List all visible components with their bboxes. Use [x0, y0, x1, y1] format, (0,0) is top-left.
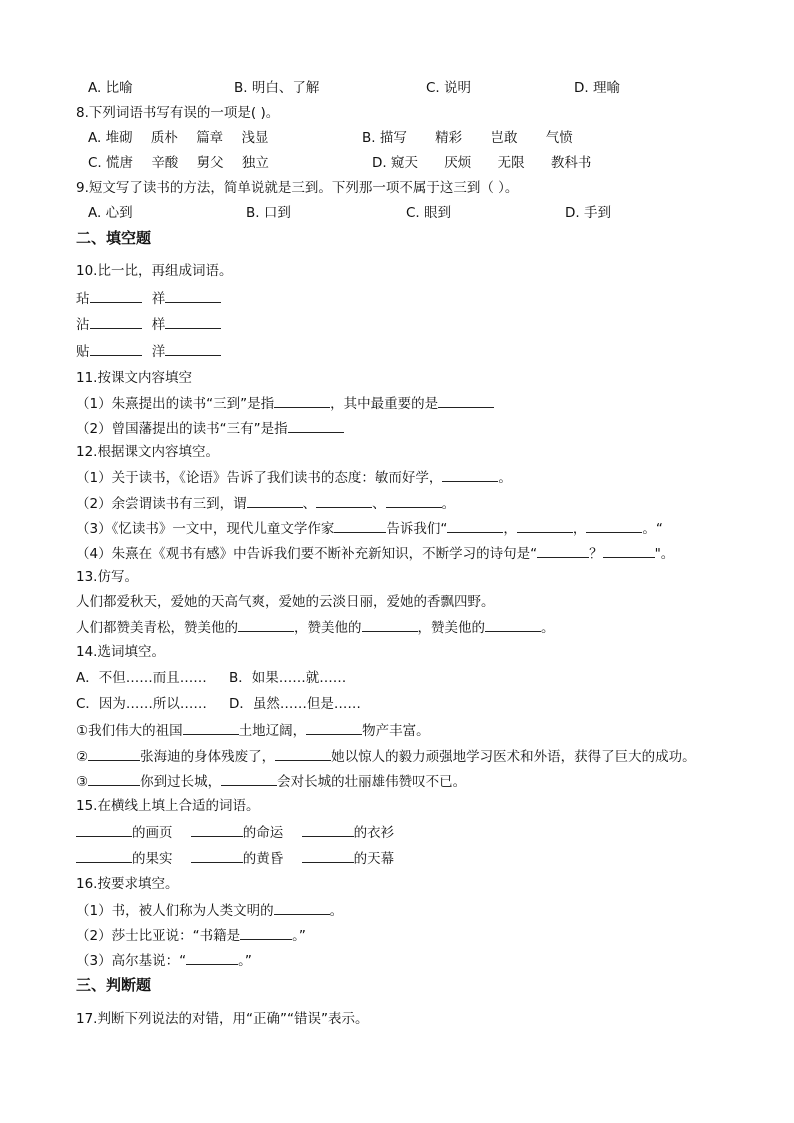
q8-a-label: A. 堆砌	[88, 130, 133, 146]
q12-text: ？	[589, 546, 603, 562]
q10-char: 玷	[76, 291, 90, 307]
q12-stem: 12.根据课文内容填空。	[76, 444, 219, 460]
q10-row	[76, 315, 221, 334]
q11-text: ，其中最重要的是	[330, 396, 439, 412]
q12-line-1	[76, 468, 512, 487]
q14-stem: 14.选词填空。	[76, 644, 165, 660]
q15-row-1	[76, 823, 394, 842]
q9-option-a: A. 心到	[88, 205, 133, 221]
answer-blank[interactable]	[165, 315, 221, 329]
q8-d-word: 无限	[497, 155, 525, 171]
q8-b-word: 气愤	[545, 130, 573, 146]
answer-blank[interactable]	[90, 315, 142, 329]
answer-blank[interactable]	[88, 747, 140, 761]
answer-blank[interactable]	[186, 951, 238, 965]
q15-text: 的黄昏	[242, 851, 284, 867]
answer-blank[interactable]	[302, 849, 354, 863]
answer-blank[interactable]	[90, 289, 142, 303]
answer-blank[interactable]	[221, 772, 277, 786]
q8-d-word: 教科书	[550, 155, 592, 171]
q14-text: 你到过长城，	[140, 774, 222, 790]
answer-blank[interactable]	[274, 901, 330, 915]
q14-option-b: B．如果……就……	[229, 670, 347, 686]
answer-blank[interactable]	[76, 823, 132, 837]
q12-text: ，	[503, 521, 517, 537]
answer-blank[interactable]	[191, 849, 243, 863]
q15-row-2	[76, 849, 394, 868]
q13-line	[76, 618, 555, 637]
q16-line-2	[76, 926, 306, 945]
q11-line-1	[76, 394, 494, 413]
q16-text: 。”	[292, 928, 306, 944]
q16-line-1	[76, 901, 343, 920]
q8-b-word: 精彩	[435, 130, 463, 146]
q12-text: （1）关于读书，《论语》告诉了我们读书的态度：敏而好学，	[76, 470, 443, 486]
answer-blank[interactable]	[76, 849, 132, 863]
q14-text: ②	[76, 749, 89, 765]
q10-char: 洋	[151, 344, 166, 360]
q8-option-a	[88, 129, 268, 147]
section-heading-judgement: 三、判断题	[76, 976, 152, 994]
q8-stem: 8.下列词语书写有误的一项是( )。	[76, 105, 280, 121]
q14-option-c: C．因为……所以……	[76, 696, 207, 712]
q8-d-word: 厌烦	[444, 155, 472, 171]
q16-text: 。”	[238, 953, 252, 969]
q14-text: 土地辽阔，	[238, 723, 307, 739]
answer-blank[interactable]	[586, 519, 642, 533]
answer-blank[interactable]	[442, 468, 498, 482]
answer-blank[interactable]	[191, 823, 243, 837]
q12-text: 。	[498, 470, 512, 486]
q12-line-4	[76, 544, 674, 563]
answer-blank[interactable]	[334, 519, 386, 533]
answer-blank[interactable]	[275, 747, 331, 761]
answer-blank[interactable]	[316, 494, 372, 508]
q9-option-d: D. 手到	[565, 205, 611, 221]
q16-text: （3）高尔基说：“	[76, 953, 187, 969]
q13-text: ，赞美他的	[294, 620, 362, 636]
answer-blank[interactable]	[183, 721, 239, 735]
q14-sentence-1	[76, 721, 430, 740]
answer-blank[interactable]	[165, 289, 221, 303]
answer-blank[interactable]	[603, 544, 655, 558]
q8-a-word: 浅显	[241, 130, 269, 146]
q14-text: ③	[76, 774, 89, 790]
q12-text: 。“	[642, 521, 663, 537]
q12-text: （2）余尝谓读书有三到，谓	[76, 496, 247, 512]
q8-option-d	[372, 154, 591, 172]
q12-line-2	[76, 494, 455, 513]
q10-stem: 10.比一比，再组成词语。	[76, 263, 233, 279]
q8-a-word: 质朴	[150, 130, 178, 146]
answer-blank[interactable]	[386, 494, 442, 508]
q12-text: 。	[441, 496, 456, 512]
q9-option-c: C. 眼到	[406, 205, 452, 221]
q9-stem: 9.短文写了读书的方法，简单说就是三到。下列那一项不属于这三到（ ）。	[76, 180, 519, 196]
q7-option-d: D. 理喻	[574, 80, 620, 96]
q14-text: 会对长城的壮丽雄伟赞叹不已。	[277, 774, 467, 790]
answer-blank[interactable]	[537, 544, 589, 558]
q9-option-b: B. 口到	[246, 205, 291, 221]
q13-example: 人们都爱秋天，爱她的天高气爽，爱她的云淡日丽，爱她的香飘四野。	[76, 594, 495, 610]
answer-blank[interactable]	[288, 419, 344, 433]
answer-blank[interactable]	[438, 394, 494, 408]
q8-c-label: C. 慌唐	[88, 155, 134, 171]
q12-text: （4）朱熹在《观书有感》中告诉我们要不断补充新知识，不断学习的诗句是“	[76, 546, 538, 562]
answer-blank[interactable]	[362, 618, 418, 632]
q14-text: 物产丰富。	[362, 723, 430, 739]
q14-text: 她以惊人的毅力顽强地学习医术和外语，获得了巨大的成功。	[331, 749, 696, 765]
answer-blank[interactable]	[274, 394, 330, 408]
q12-text: ，	[572, 521, 587, 537]
q14-sentence-2	[76, 747, 696, 766]
q8-option-b	[362, 129, 573, 147]
answer-blank[interactable]	[88, 772, 140, 786]
q16-text: 。	[329, 903, 344, 919]
q16-text: （2）莎士比亚说：“书籍是	[76, 928, 241, 944]
q7-option-c: C. 说明	[426, 80, 472, 96]
q13-text: 人们都赞美青松，赞美他的	[76, 620, 238, 636]
q14-text: 张海迪的身体残废了，	[140, 749, 276, 765]
q10-char: 沾	[76, 317, 90, 333]
section-heading-fill-in: 二、填空题	[76, 229, 152, 247]
q15-stem: 15.在横线上填上合适的词语。	[76, 798, 260, 814]
q10-char: 祥	[151, 291, 166, 307]
q11-text: （1）朱熹提出的读书“三到”是指	[76, 396, 275, 412]
q15-text: 的命运	[242, 825, 284, 841]
q12-text: 、	[302, 496, 317, 512]
q12-text: 告诉我们“	[386, 521, 448, 537]
answer-blank[interactable]	[247, 494, 303, 508]
answer-blank[interactable]	[302, 823, 354, 837]
q12-line-3	[76, 519, 663, 538]
q8-option-c	[88, 154, 269, 172]
q10-row	[76, 289, 221, 308]
answer-blank[interactable]	[165, 342, 221, 356]
q8-b-label: B. 描写	[362, 130, 407, 146]
q15-text: 的画页	[132, 825, 173, 841]
q7-option-a: A. 比喻	[88, 80, 133, 96]
q12-text: 、	[372, 496, 386, 512]
q15-text: 的衣衫	[353, 825, 395, 841]
q13-text: 。	[541, 620, 555, 636]
q8-c-word: 舅父	[196, 155, 224, 171]
q8-a-word: 篇章	[196, 130, 224, 146]
q14-option-d: D．虽然……但是……	[229, 696, 361, 712]
q8-d-label: D. 窥天	[372, 155, 418, 171]
q17-stem: 17.判断下列说法的对错，用“正确”“错误”表示。	[76, 1011, 369, 1027]
q15-text: 的果实	[132, 851, 173, 867]
answer-blank[interactable]	[517, 519, 573, 533]
answer-blank[interactable]	[240, 926, 292, 940]
q13-stem: 13.仿写。	[76, 569, 138, 585]
q11-text: （2）曾国藩提出的读书“三有”是指	[76, 421, 288, 437]
answer-blank[interactable]	[485, 618, 541, 632]
q14-sentence-3	[76, 772, 466, 791]
q8-c-word: 独立	[241, 155, 269, 171]
q11-line-2	[76, 419, 344, 438]
q8-b-word: 岂敢	[490, 130, 518, 146]
q12-text: "。	[654, 546, 675, 562]
q7-option-b: B. 明白、了解	[234, 80, 320, 96]
q16-line-3	[76, 951, 252, 970]
q15-text: 的天幕	[353, 851, 395, 867]
q14-option-a: A．不但……而且……	[76, 670, 207, 686]
answer-blank[interactable]	[306, 721, 362, 735]
q11-stem: 11.按课文内容填空	[76, 370, 192, 386]
q8-c-word: 辛酸	[151, 155, 179, 171]
q10-row	[76, 342, 221, 361]
answer-blank[interactable]	[90, 342, 142, 356]
q16-stem: 16.按要求填空。	[76, 876, 179, 892]
q10-char: 贴	[76, 344, 90, 360]
q10-char: 样	[151, 317, 166, 333]
q16-text: （1）书，被人们称为人类文明的	[76, 903, 274, 919]
q12-text: （3）《忆读书》一文中，现代儿童文学作家	[76, 521, 335, 537]
q14-text: ①我们伟大的祖国	[76, 723, 183, 739]
q13-text: ，赞美他的	[417, 620, 485, 636]
answer-blank[interactable]	[447, 519, 503, 533]
answer-blank[interactable]	[238, 618, 294, 632]
